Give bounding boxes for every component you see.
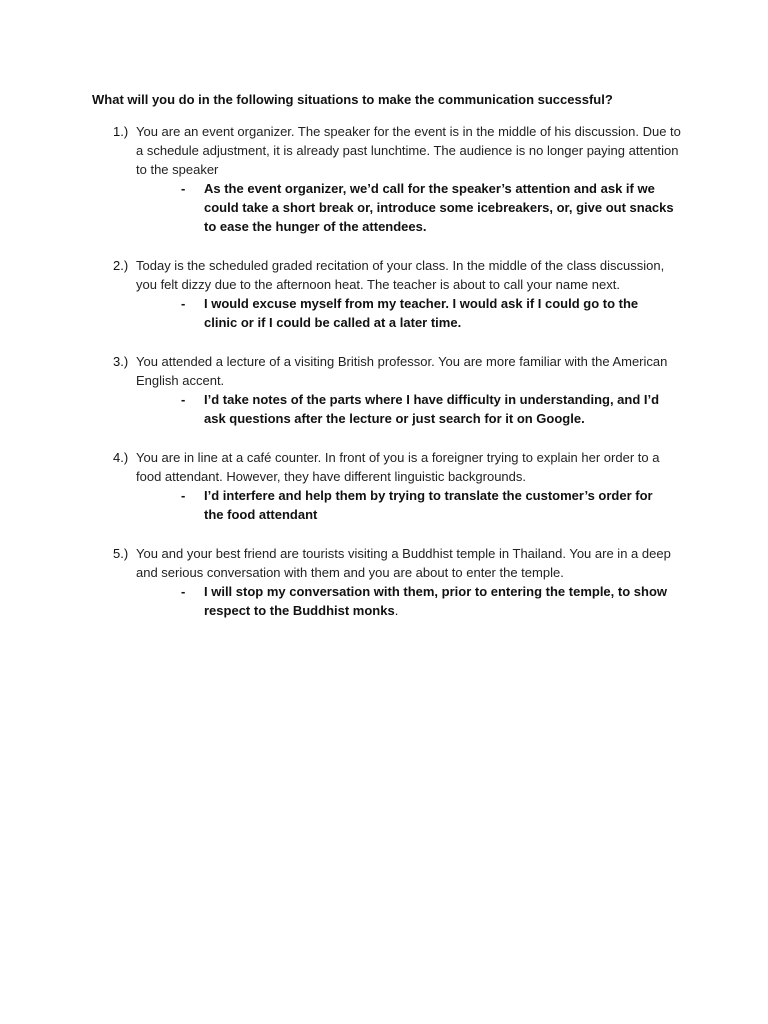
answer-bullet	[0, 390, 768, 428]
answer-bullet	[0, 179, 768, 236]
situation-text: You are an event organizer. The speaker for the event is in the middle of his discussion. Due to a schedule adjustment, it is already past lunchtime. The audience is no longer paying attention to the speaker	[136, 124, 681, 177]
answer-bullet	[0, 294, 768, 332]
answer-text: I’d interfere and help them by trying to translate the customer’s order for the food attendant	[204, 488, 653, 522]
bullet-dash: -	[181, 584, 186, 599]
item-number: 4.)	[113, 450, 129, 465]
answer-bullet	[0, 486, 768, 524]
answer-text-wrap	[204, 390, 674, 428]
item-number: 1.)	[113, 124, 129, 139]
document-heading: What will you do in the following situations to make the communication successful?	[92, 92, 613, 107]
answer-text: I will stop my conversation with them, prior to entering the temple, to show respect to the Buddhist monks	[204, 584, 667, 618]
answer-text: I would excuse myself from my teacher. I would ask if I could go to the clinic or if I could be called at a later time.	[204, 296, 639, 330]
answer-text-wrap	[204, 179, 674, 236]
bullet-dash: -	[181, 392, 186, 407]
situation-text: Today is the scheduled graded recitation of your class. In the middle of the class discussion, you felt dizzy due to the afternoon heat. The teacher is about to call your name next.	[136, 258, 665, 292]
situation-text: You and your best friend are tourists visiting a Buddhist temple in Thailand. You are in a deep and serious conversation with them and you are about to enter the temple.	[136, 546, 671, 580]
list-item	[0, 544, 768, 620]
answer-text: I’d take notes of the parts where I have difficulty in understanding, and I’d ask questions after the lecture or just search for it on Google.	[204, 392, 660, 426]
item-number: 2.)	[113, 258, 129, 273]
bullet-dash: -	[181, 296, 186, 311]
question-list	[0, 122, 768, 640]
bullet-dash: -	[181, 488, 186, 503]
answer-tail: .	[394, 603, 399, 618]
list-item	[0, 448, 768, 524]
answer-text: As the event organizer, we’d call for the speaker’s attention and ask if we could take a short break or, introduce some icebreakers, or, give out snacks to ease the hunger of the attendees.	[204, 181, 674, 234]
list-item	[0, 352, 768, 428]
answer-text-wrap	[204, 486, 674, 524]
item-number: 5.)	[113, 546, 129, 561]
answer-text-wrap	[204, 582, 674, 620]
situation-text: You attended a lecture of a visiting British professor. You are more familiar with the American English accent.	[136, 354, 668, 388]
answer-text-wrap	[204, 294, 674, 332]
situation-text: You are in line at a café counter. In front of you is a foreigner trying to explain her order to a food attendant. However, they have different linguistic backgrounds.	[136, 450, 660, 484]
item-number: 3.)	[113, 354, 129, 369]
bullet-dash: -	[181, 181, 186, 196]
answer-bullet	[0, 582, 768, 620]
list-item	[0, 122, 768, 236]
list-item	[0, 256, 768, 332]
